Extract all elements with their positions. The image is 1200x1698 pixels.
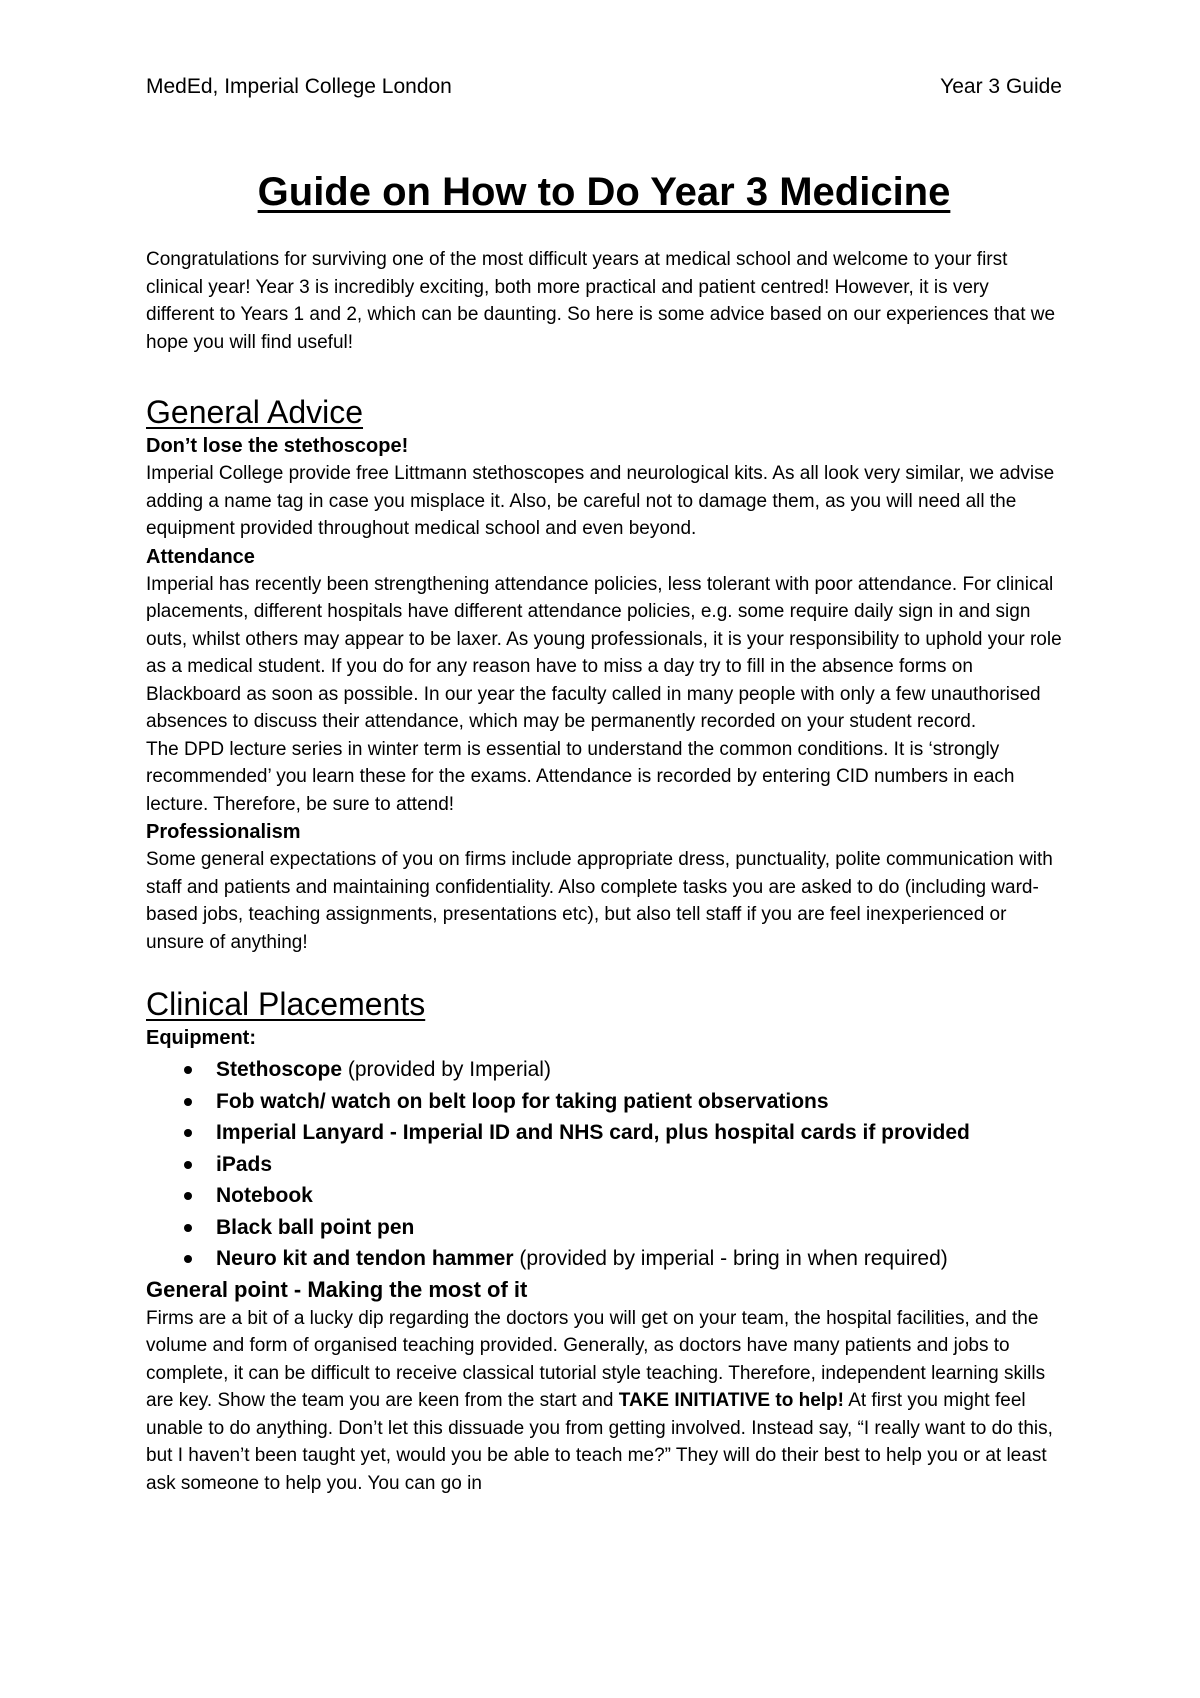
attendance-paragraph-1: Imperial has recently been strengthening attendance policies, less tolerant with poor attendance. For clinical placements, different hospitals have different attendance policies, e.g. some require daily sign in and sign outs, whilst others may appear to be laxer. As young professionals, it is your responsibility to uphold your role as a medical student. If you do for any reason have to miss a day try to fill in the absence forms on Blackboard as soon as possible. In our year the faculty called in many people with only a few unauthorised absences to discuss their attendance, which may be permanently recorded on your student record.: [146, 573, 1062, 732]
item-bold: iPads: [216, 1152, 273, 1176]
general-point-paragraph: [146, 1305, 1062, 1498]
list-item: [184, 1180, 1062, 1212]
general-point-text-after: At first you might feel unable to do anything. Don’t let this dissuade you from getting involved. Instead say, “I really want to do this, but I haven’t been taught yet, would you be able to teach me?” They will do their best to help you or at least ask someone to help you. You can go in: [146, 1390, 1053, 1494]
list-item: [184, 1117, 1062, 1149]
item-rest: (provided by imperial - bring in when required): [513, 1247, 948, 1270]
subheading-attendance: Attendance: [146, 545, 255, 568]
bullet-icon: [184, 1066, 192, 1074]
item-bold: Fob watch/ watch on belt loop for taking patient observations: [216, 1089, 829, 1113]
bullet-icon: [184, 1098, 192, 1106]
header-left: MedEd, Imperial College London: [146, 75, 452, 98]
document-title: Guide on How to Do Year 3 Medicine: [257, 170, 951, 214]
subheading-general-point: General point - Making the most of it: [146, 1276, 528, 1302]
bullet-icon: [184, 1255, 192, 1263]
stethoscope-paragraph: Imperial College provide free Littmann stethoscopes and neurological kits. As all look very similar, we advise adding a name tag in case you misplace it. Also, be careful not to damage them, as you will need all the equipment provided throughout medical school and even beyond.: [146, 463, 1055, 539]
subheading-professionalism: Professionalism: [146, 821, 301, 843]
item-bold: Imperial Lanyard - Imperial ID and NHS card, plus hospital cards if provided: [216, 1121, 970, 1144]
section-heading-general-advice: General Advice: [146, 394, 364, 430]
list-item: [184, 1212, 1062, 1244]
bullet-icon: [184, 1192, 192, 1200]
item-bold: Black ball point pen: [216, 1215, 415, 1239]
list-item: [184, 1054, 1062, 1086]
list-item: [184, 1149, 1062, 1181]
equipment-list: [146, 1054, 1062, 1275]
list-item: [184, 1243, 1062, 1275]
general-point-text-bold: TAKE INITIATIVE to help!: [618, 1390, 844, 1411]
attendance-paragraph-2: The DPD lecture series in winter term is essential to understand the common conditions. It is ‘strongly recommended’ you learn these for the exams. Attendance is recorded by entering CID numbers in each lecture. Therefore, be sure to attend!: [146, 738, 1015, 815]
list-item: [184, 1086, 1062, 1118]
page-content: [146, 72, 1062, 1497]
general-point-text-before: Firms are a bit of a lucky dip regarding the doctors you will get on your team, the hospital facilities, and the volume and form of organised teaching provided. Generally, as doctors have many patients and jobs to complete, it can be difficult to receive classical tutorial style teaching. Therefore, independent learning skills are key. Show the team you are keen from the start and: [146, 1307, 1046, 1411]
item-bold: Notebook: [216, 1184, 313, 1207]
page-header: [146, 72, 1062, 102]
header-right: Year 3 Guide: [940, 75, 1062, 98]
item-rest: (provided by Imperial): [342, 1058, 551, 1081]
section-heading-clinical-placements: Clinical Placements: [146, 986, 426, 1022]
bullet-icon: [184, 1129, 192, 1137]
subheading-stethoscope: Don’t lose the stethoscope!: [146, 435, 409, 457]
subheading-equipment: Equipment:: [146, 1027, 256, 1049]
bullet-icon: [184, 1224, 192, 1232]
professionalism-paragraph: Some general expectations of you on firms include appropriate dress, punctuality, polite communication with staff and patients and maintaining confidentiality. Also complete tasks you are asked to do (including ward-based jobs, teaching assignments, presentations etc), but also tell staff if you are feel inexperienced or unsure of anything!: [146, 849, 1053, 953]
item-bold: Stethoscope: [216, 1058, 343, 1081]
item-bold: Neuro kit and tendon hammer: [216, 1247, 514, 1270]
bullet-icon: [184, 1161, 192, 1169]
intro-paragraph: Congratulations for surviving one of the most difficult years at medical school and welcome to your first clinical year! Year 3 is incredibly exciting, both more practical and patient centred! However, it is very different to Years 1 and 2, which can be daunting. So here is some advice based on our experiences that we hope you will find useful!: [146, 249, 1056, 353]
